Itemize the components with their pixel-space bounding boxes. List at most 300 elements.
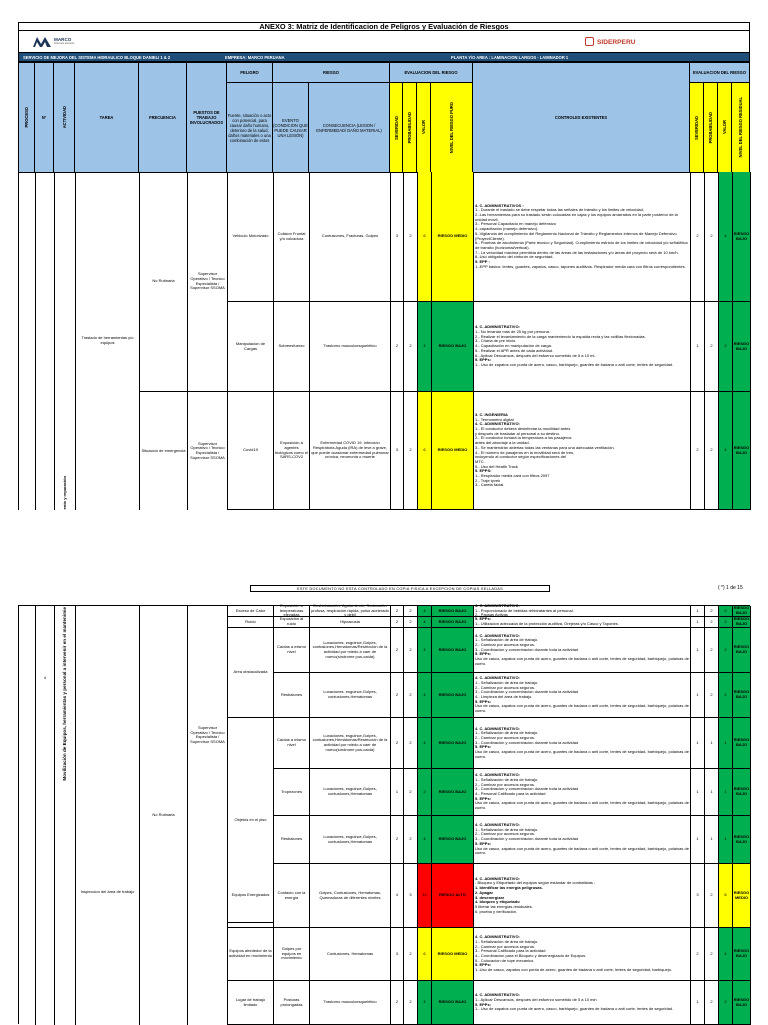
row-8-evento	[274, 864, 310, 928]
row-2-severidad-2-text: 1	[696, 343, 699, 349]
row-6-valor-2	[719, 769, 733, 816]
row-9-consecuencia	[310, 928, 391, 981]
row-8-evento-text: Contacto con la energía	[277, 889, 306, 900]
row-8-controles	[474, 864, 691, 928]
row-3-severidad	[391, 628, 404, 673]
row-1-nivel-puro	[432, 606, 474, 617]
row-10-nivel-residual	[733, 981, 751, 1025]
header-consecuencia: CONSECUENCIA (LESION / ENFERMEDAD/ DAÑO MATERIAL)	[316, 122, 382, 133]
row-10-controles	[474, 981, 691, 1025]
row-6-severidad-text: 1	[395, 788, 399, 794]
row-5-nivel-residual	[733, 718, 751, 769]
row-4-valor-text: 4	[423, 691, 426, 697]
row-2-probabilidad	[404, 617, 418, 628]
row-2-peligro-text: Ruido	[245, 618, 256, 624]
row-3-consecuencia-text: Enfermedad COVID 19, Infección Respiratoria Aguda (IRA) de leve a grave, que puede ocasionar enfermedad pulmonar crónica, neumonía o muerte	[311, 440, 389, 460]
row-3-probabilidad-2-text: 2	[710, 646, 713, 652]
row-1-probabilidad-2	[705, 606, 719, 617]
row-7-nivel-puro	[432, 816, 474, 864]
row-6-probabilidad	[404, 769, 418, 816]
row-2-valor-2	[719, 302, 733, 392]
row-5-probabilidad-text: 2	[409, 739, 412, 745]
frecuencia-2-text: No Rutinaria	[152, 812, 175, 818]
row-2-valor-text: 4	[423, 343, 426, 349]
row-3-valor-2	[719, 628, 733, 673]
row-4-nivel-residual-text: RIESGO BAJO	[733, 689, 750, 699]
row-3-valor-2-text: 2	[724, 646, 727, 652]
row-10-controles-text: 4. C. ADMINISTRATIVO: 1.- Aplicar Descansos, después del esfuerzo sometido de 5 a 10 min 5. EPPs: 1.- Uso de zapatos con punta de acero, casco, barbiquejo, guantes de badana o anti corte, lentes de seguridad.	[475, 992, 674, 1012]
row-1-nivel-residual-text: RIESGO BAJO	[733, 230, 750, 241]
row-2-consecuencia-text: Trastorno musculoesquelético	[323, 343, 377, 349]
row-10-valor-2	[719, 981, 733, 1025]
row-7-nivel-puro-text: RIESGO BAJO	[438, 836, 467, 842]
row-8-valor-2	[719, 864, 733, 928]
row-1-probabilidad-2-text: 2	[710, 233, 713, 239]
row-10-severidad-2-text: 1	[696, 999, 699, 1005]
header-controles: CONTROLES EXISTENTES	[554, 115, 608, 120]
row-6-evento	[274, 769, 310, 816]
row-8-severidad	[391, 864, 404, 928]
actividad-2-text: Movilización de Equipos, herramientas y personal a intervenir en el mantenimie	[61, 607, 67, 781]
row-1-evento-text: Exposición a temperaturas elevadas	[279, 602, 304, 618]
row-3-nivel-residual-text: RIESGO BAJO	[733, 644, 750, 654]
row-2-nivel-puro-text: RIESGO BAJO	[438, 618, 467, 624]
row-9-valor	[418, 928, 432, 981]
row-8-valor	[418, 864, 432, 928]
row-3-valor-text: 4	[423, 646, 426, 652]
row-number: 4	[43, 675, 47, 680]
siderperu-logo	[585, 37, 655, 47]
header-eval-group: EVALUACION DEL RIESGO	[404, 70, 458, 75]
row-6-probabilidad-2-text: 1	[710, 788, 713, 794]
row-1-severidad-2-text: 2	[696, 233, 699, 239]
header-valor-2: VALOR	[722, 120, 727, 135]
row-5-consecuencia-text: Luxaciones, esguince,Golpes, contusiones,Hematomas/Restricción de la actividad por miedo a caer de nuevo(síndrome pos-caída)	[312, 732, 388, 752]
puestos-cell-2	[188, 606, 228, 1025]
row-3-consecuencia	[310, 392, 391, 510]
frecuencia-a-text: No Rutinaria	[152, 278, 175, 284]
row-3-probabilidad-2	[705, 392, 719, 510]
row-5-probabilidad-2	[705, 718, 719, 769]
row-7-nivel-residual-text: RIESGO BAJO	[733, 833, 750, 844]
info-bar	[18, 52, 750, 62]
header-riesgo-group: RIESGO	[323, 70, 339, 75]
row-2-evento	[274, 617, 310, 628]
row-3-probabilidad	[404, 628, 418, 673]
row-9-valor-2-text: 4	[724, 950, 727, 956]
row-7-valor-2-text: 1	[724, 836, 727, 842]
row-3-probabilidad-2	[705, 628, 719, 673]
row-2-valor	[418, 302, 432, 392]
siderperu-wordmark: SIDERPERU	[597, 38, 636, 46]
row-5-valor-2	[719, 718, 733, 769]
row-6-controles	[474, 769, 691, 816]
row-6-nivel-residual-text: RIESGO BAJO	[733, 786, 750, 796]
row-5-consecuencia	[310, 718, 391, 769]
row-9-probabilidad-2-text: 2	[710, 950, 713, 956]
row-7-severidad-2-text: 1	[696, 836, 699, 842]
actividad-text: ento y reparación	[61, 475, 67, 509]
row-3-controles-text: 3. C. INGENIERIA 1.- Termometro digital 4. C. ADMINISTRATIVO: 1.- El conductor deberá desinfectar la movilidad antes y después de trasladar al personal a su destino. 2.- El conductor tomará la temperatura a los pasajeros antes del abordaje a la unidad. 3.- Se mantendrán abiertas todas las ventanas para una adecuada ventilación. 4.- El número de pasajeros en la movilidad será de tres, incluyendo al conductor según especificaciones del MTC. 5.- Uso del Health Track 5. EPPS: 1.- Respirador media cara con filtros 2097 2.- Traje tyvek 3.- Careta facial.	[475, 411, 615, 488]
tarea-text: Traslado de herramientas y/o equipos	[81, 335, 134, 345]
header-nivel-residual: NIVEL DEL RIESGO RESIDUAL	[738, 97, 743, 158]
row-2-controles-text: 5. EPPs: 1.- Utilizacion adecuada de la protección auditiva, Orejeras y/o Casco y Tapones.	[475, 616, 619, 626]
puestos-cell-b	[188, 392, 228, 510]
header-eval-group-2: EVALUACION DEL RIESGO	[692, 70, 747, 75]
row-4-controles-text: 4. C. ADMINISTRATIVO: 1.- Señalización de área de trabajo. 2.- Caminar por accesos seguros. 3.- Coordinacion y concentracion durante toda la actividad 4.- Limpieza del área de trabajo. 5. EPPs: Uso de casco, zapatos con punta de acero, guantes de badana o anti corte, lentes de seguridad, barbiquejo, polainas de cuero.	[475, 675, 689, 714]
row-6-probabilidad-text: 2	[409, 788, 412, 794]
row-4-probabilidad	[404, 673, 418, 718]
row-7-probabilidad	[404, 816, 418, 864]
row-9-severidad-2-text: 2	[696, 950, 699, 956]
row-7-consecuencia	[310, 816, 391, 864]
row-1-evento	[274, 172, 310, 302]
header-actividad: ACTIVIDAD	[61, 106, 67, 129]
row-1-probabilidad-2-text: 2	[710, 607, 713, 613]
header-probabilidad-2: PROBABILIDAD	[708, 111, 713, 144]
row-3-valor	[418, 392, 432, 510]
row-4-probabilidad-2	[705, 673, 719, 718]
row-3-controles-text: 4. C. ADMINISTRATIVO: 1.- Señalización de área de trabajo. 2.- Caminar por accesos seguros. 3.- Coordinacion y concentracion durante toda la actividad 5. EPPs: Uso de casco, zapatos con punta de acero, guantes de badana o anti corte, lentes de seguridad, barbiquejo, polainas de cuero.	[475, 632, 689, 666]
row-2-nivel-residual-text: RIESGO BAJO	[733, 616, 750, 626]
row-9-consecuencia-text: Contusiones, Hematomas	[326, 950, 374, 956]
row-6-valor	[418, 769, 432, 816]
row-3-severidad-text: 3	[395, 447, 399, 453]
puestos-cell-a	[188, 172, 228, 392]
row-8-controles-text: 4. C. ADMINISTRATIVO: - Bloqueo y Etiquetado del equipos según estándar de contratistas : 1. Identificar las energía peligrosas. 2. Apagar 3. desenergizar 4. bloqueo y etiquetado 5 liberar las energías residuales. 6. prueba y verificación.	[475, 875, 596, 914]
row-6-severidad-2	[691, 769, 705, 816]
row-8-probabilidad-text: 3	[409, 892, 412, 898]
row-1-probabilidad-text: 2	[409, 607, 412, 613]
row-3-evento-text: Exposición a agentes biológicos como el SARS-COV2	[275, 440, 308, 460]
row-3-probabilidad-text: 2	[409, 646, 412, 652]
row-7-probabilidad-text: 2	[409, 836, 412, 842]
row-1-controles-text: 4. C. ADMINISTRATIVOS : 1.- Durante el traslado se debe respetar todas las señales de tránsito y los limites de velocidad. 2.-Las herramientas para su traslado serán colocadas en cajas y los equipos amarrados en la parte posterior de la unidad móvil. 3.- Personal Capacitado en manejo defensivo 4.-capacitación (manejo defensivo). 5.-Vigilancia del cumplimiento del Reglamento Nacional de Tránsito y Reglamentos Internos de Manejo Defensivo (ProyectCliente). 6.- Pruebas de alcoholemia (Parte técnico y Seguridad). Cumplimiento estricto de los límites de velocidad y/o señalética de tránsito (horizontal/vertical). 7.- La velocidad máxima permitida dentro de las áreas de las instalaciones y/o áreas del proyecto será de 10 km/h. 8.-Uso obligatorio del cinturón de seguridad. 5. EPP : 1.-EPP básico: lentes, guantes, zapatos, casco, tapones auditivos. Respirador media cara con filtros correspondientes.	[475, 202, 688, 269]
row-1-peligro-text: Exceso de Calor	[235, 607, 266, 613]
row-9-severidad-text: 3	[395, 950, 399, 956]
row-10-probabilidad-text: 2	[409, 999, 412, 1005]
puestos-b-text: Supervisor Operativo / Tecnico Especialista / Supervisor SSOMA	[190, 440, 225, 460]
row-2-severidad-text: 2	[395, 618, 399, 624]
row-1-probabilidad-text: 2	[409, 233, 412, 239]
row-9-controles	[474, 928, 691, 981]
header-evento: EVENTO (CONDICION QUE PUEDE CAUSAR UNA LESIÓN)	[273, 117, 308, 138]
row-1-evento-text: Colision Frontal y/o volcadura	[277, 230, 306, 241]
row-10-evento	[274, 981, 310, 1025]
row-7-evento	[274, 816, 310, 864]
row-1-nivel-residual-text: RIESGO BAJO	[733, 605, 750, 615]
row-2-evento	[274, 302, 310, 392]
row-3-nivel-puro	[432, 392, 474, 510]
row-1-severidad	[391, 172, 404, 302]
empresa-label: EMPRESA: MARCO PERUANA	[225, 55, 285, 60]
frecuencia-cell-2	[140, 606, 188, 1025]
row-9-nivel-residual-text: RIESGO BAJO	[733, 948, 750, 958]
row-4-nivel-puro-text: RIESGO BAJO	[438, 691, 467, 697]
header-severidad-2: SEVERIDAD	[694, 115, 699, 140]
row-5-valor	[418, 718, 432, 769]
siderperu-badge-icon	[585, 37, 594, 46]
document-title: ANEXO 3: Matriz de Identificacion de Peligros y Evaluación de Riesgos	[18, 22, 750, 31]
row-9-severidad	[391, 928, 404, 981]
row-1-nivel-puro	[432, 172, 474, 302]
row-4-evento	[274, 673, 310, 718]
row-4-consecuencia	[310, 673, 391, 718]
row-7-controles	[474, 816, 691, 864]
row-1-severidad	[391, 606, 404, 617]
row-8-peligro	[228, 864, 274, 928]
row-3-valor	[418, 628, 432, 673]
row-3-severidad-text: 2	[395, 646, 399, 652]
row-2-nivel-puro	[432, 617, 474, 628]
row-9-controles-text: 4. C. ADMINISTRATIVO: 1.- Señalización de área de trabajo. 2.- Caminar por accesos seguros. 3.- Personal Calificado para la actividad 4.- Coordinacion para el Bloqueo y desenergizado de Equipos. 5.- Colocacion de tope mecanico. 5. EPPs: 1.-Uso de casco, zapatos con punta de acero, guantes de badana o anti corte, lentes de seguridad, barbiquejo.	[475, 934, 673, 973]
row-10-evento-text: Posturas prolongadas	[280, 996, 303, 1007]
row-2-valor	[418, 617, 432, 628]
row-3-nivel-puro-text: RIESGO MEDIO	[437, 447, 468, 453]
row-8-severidad-text: 4	[395, 892, 399, 898]
row-10-consecuencia-text: Trastorno musculoesquelético	[323, 999, 377, 1005]
row-7-valor-2	[719, 816, 733, 864]
row-5-severidad	[391, 718, 404, 769]
row-7-valor-text: 4	[423, 836, 426, 842]
row-8-consecuencia-text: Golpes, Contusiones, Hematomas, Quemaduras de diferentes niveles	[318, 889, 382, 900]
row-1-consecuencia-text: Contusiones, Fracturas, Golpes	[321, 233, 379, 239]
row-1-valor-2	[719, 606, 733, 617]
planta-label: PLANTA Y/O AREA : LAMINACION LARGOS - LAMINADOR 1	[451, 55, 569, 60]
row-2-evento-text: Sobreesfuerzo	[278, 343, 305, 349]
row-1-severidad-text: 2	[395, 607, 399, 613]
header-valor: VALOR	[421, 120, 426, 135]
row-6-severidad-2-text: 1	[696, 788, 699, 794]
row-2-valor-2-text: 2	[724, 343, 727, 349]
row-3-severidad-2-text: 1	[696, 646, 699, 652]
footer-page-number: ( *) 1 de 15	[718, 585, 743, 591]
row-2-probabilidad-text: 2	[409, 618, 412, 624]
row-10-severidad-2	[691, 981, 705, 1025]
marco-logo	[33, 36, 97, 48]
row-1-valor-2-text: 4	[724, 233, 727, 239]
row-5-nivel-puro-text: RIESGO BAJO	[438, 739, 467, 745]
row-9-nivel-residual	[733, 928, 751, 981]
row-10-consecuencia	[310, 981, 391, 1025]
row-1-peligro-text: Vehiculo Motorizado	[232, 233, 269, 239]
row-10-severidad	[391, 981, 404, 1025]
row-8-probabilidad-2-text: 2	[710, 892, 713, 898]
n-cell-2	[36, 606, 55, 1025]
row-5-nivel-puro	[432, 718, 474, 769]
row-5-probabilidad	[404, 718, 418, 769]
proceso-cell	[19, 172, 36, 510]
actividad-cell-2	[55, 606, 76, 1025]
row-5-probabilidad-2-text: 1	[710, 739, 713, 745]
servicio-label: SERVICIO DE MEJORA DEL SISTEMA HIDRAULICO BLOQUE DANIELI 1 & 2	[23, 55, 171, 60]
row-8-probabilidad-2	[705, 864, 719, 928]
row-8-nivel-residual	[733, 864, 751, 928]
row-4-probabilidad-text: 2	[409, 691, 412, 697]
row-2-controles	[474, 617, 691, 628]
row-3-valor-2	[719, 392, 733, 510]
row-7-controles-text: 4. C. ADMINISTRATIVO: 1.- Señalización de área de trabajo. 2.- Caminar por accesos seguros. 3.- Coordinacion y concentracion durante toda la actividad 5. EPPs: Uso de casco, zapatos con punta de acero, guantes de badana o anti corte, lentes de seguridad, barbiquejo, polainas de cuero.	[475, 822, 689, 856]
row-2-nivel-puro-text: RIESGO BAJO	[438, 343, 467, 349]
row-5-controles	[474, 718, 691, 769]
row-3-evento-text: Caídas a mismo nivel	[277, 644, 306, 654]
frecuencia-cell-a	[140, 172, 188, 392]
header-tarea: TAREA	[99, 115, 114, 120]
row-1-probabilidad	[404, 606, 418, 617]
row-1-severidad-2	[691, 606, 705, 617]
row-6-nivel-residual	[733, 769, 751, 816]
matrix-body-1	[18, 172, 750, 510]
row-3-probabilidad-2-text: 2	[710, 447, 713, 453]
row-1-consecuencia	[310, 172, 391, 302]
row-2-severidad-text: 2	[395, 343, 399, 349]
row-3-probabilidad	[404, 392, 418, 510]
row-10-probabilidad	[404, 981, 418, 1025]
row-3-nivel-residual-text: RIESGO BAJO	[733, 444, 750, 455]
row-5-valor-2-text: 1	[724, 739, 727, 745]
row-8-peligro-text: Equipos Energizados	[231, 892, 270, 898]
table-header	[18, 62, 750, 172]
row-3-severidad-2-text: 2	[696, 447, 699, 453]
row-1-valor-text: 6	[423, 233, 426, 239]
row-2-severidad-2	[691, 302, 705, 392]
row-5-controles-text: 4. C. ADMINISTRATIVO: 1.- Señalización de área de trabajo. 2.- Caminar por accesos seguros. 3.- Coordinacion y concentracion durante toda la actividad 5. EPPs: Uso de casco, zapatos con punta de acero, guantes de badana o anti corte, lentes de seguridad, barbiquejo, polainas de cuero.	[475, 725, 689, 759]
row-2-probabilidad-2	[705, 302, 719, 392]
row-9-probabilidad-text: 2	[409, 950, 412, 956]
row-4-severidad-2-text: 1	[696, 691, 699, 697]
row-9-valor-text: 6	[423, 950, 426, 956]
row-3-severidad	[391, 392, 404, 510]
row-8-severidad-2	[691, 864, 705, 928]
row-6-evento-text: Tropezones	[281, 788, 302, 794]
row-6-consecuencia-text: Luxaciones, esguince,Golpes, contusiones,Hematomas	[323, 786, 377, 796]
row-1-controles	[474, 172, 691, 302]
row-3-nivel-residual	[733, 628, 751, 673]
row-6-severidad	[391, 769, 404, 816]
row-7-probabilidad-2-text: 1	[710, 836, 713, 842]
row-10-valor	[418, 981, 432, 1025]
header-peligro-group: PELIGRO	[240, 70, 259, 75]
row-4-controles	[474, 673, 691, 718]
row-9-evento	[274, 928, 310, 981]
header-proceso: PROCESO	[24, 107, 29, 128]
row-7-severidad-text: 2	[395, 836, 399, 842]
row-1-probabilidad	[404, 172, 418, 302]
row-1-severidad-text: 3	[395, 233, 399, 239]
row-3-nivel-puro	[432, 628, 474, 673]
row-4-probabilidad-2-text: 2	[710, 691, 713, 697]
row-2-valor-text: 4	[423, 618, 426, 624]
row-3-nivel-puro-text: RIESGO BAJO	[438, 646, 467, 652]
row-3-peligro-text: Covid19	[243, 447, 258, 453]
row-4-severidad-text: 2	[395, 691, 399, 697]
row-2-severidad	[391, 302, 404, 392]
row-3-valor-2-text: 4	[724, 447, 727, 453]
row-2-peligro	[228, 617, 274, 628]
row-3-evento	[274, 392, 310, 510]
row-2-probabilidad-2-text: 2	[710, 618, 713, 624]
row-7-severidad	[391, 816, 404, 864]
header-n: N°	[41, 115, 47, 120]
tarea-cell-2	[76, 606, 140, 1025]
row-10-valor-2-text: 2	[724, 999, 727, 1005]
row-2-peligro-text: Manipulacion de Cargas	[235, 340, 266, 351]
row-1-valor	[418, 606, 432, 617]
row-2-peligro	[228, 302, 274, 392]
row-3-consecuencia-text: Luxaciones, esguince,Golpes, contusiones,Hematomas/Restricción de la actividad por miedo a caer de nuevo(síndrome pos-caída)	[312, 639, 388, 659]
row-5-nivel-residual-text: RIESGO BAJO	[733, 737, 750, 747]
header-frecuencia: FRECUENCIA	[149, 115, 176, 120]
marco-wordmark: MARCO	[54, 37, 72, 42]
row-8-severidad-2-text: 3	[696, 892, 699, 898]
row-9-peligro	[228, 928, 274, 981]
actividad-cell	[55, 172, 76, 510]
row-3-severidad-2	[691, 628, 705, 673]
header-peligro: Fuente, situación o acto con potencial, para causar daño humano, deterioro de la salud, daños materiales o una combinación de estos	[227, 112, 272, 143]
row-6-nivel-puro-text: RIESGO BAJO	[438, 788, 467, 794]
row-1-nivel-residual	[733, 172, 751, 302]
row-8-valor-2-text: 6	[724, 892, 727, 898]
row-2-nivel-residual-text: RIESGO BAJO	[733, 340, 750, 351]
row-8-consecuencia	[310, 864, 391, 928]
row-2-severidad	[391, 617, 404, 628]
row-9-nivel-puro	[432, 928, 474, 981]
row-10-probabilidad-2-text: 2	[710, 999, 713, 1005]
row-5-severidad-text: 2	[395, 739, 399, 745]
proceso-cell-2	[19, 606, 36, 1025]
row-4-evento-text: Resbalones	[280, 691, 303, 697]
row-4-nivel-residual	[733, 673, 751, 718]
row-10-nivel-puro	[432, 981, 474, 1025]
tarea-cell	[76, 172, 140, 510]
row-3-valor-text: 6	[423, 447, 426, 453]
row-1-valor-2	[719, 172, 733, 302]
row-1-valor	[418, 172, 432, 302]
n-cell	[36, 172, 55, 510]
row-8-nivel-residual-text: RIESGO MEDIO	[733, 889, 750, 900]
row-1-valor-2-text: 2	[724, 607, 727, 613]
row-3-evento	[274, 628, 310, 673]
row-7-valor	[418, 816, 432, 864]
row-1-nivel-puro-text: RIESGO MEDIO	[437, 233, 468, 239]
row-9-severidad-2	[691, 928, 705, 981]
row-1-peligro	[228, 606, 274, 617]
row-5-severidad-2-text: 1	[696, 739, 699, 745]
row-2-valor-2	[719, 617, 733, 628]
row-7-consecuencia-text: Luxaciones, esguince,Golpes, contusiones,Hematomas	[323, 833, 377, 844]
row-2-nivel-residual	[733, 617, 751, 628]
row-2-probabilidad	[404, 302, 418, 392]
row-3-peligro	[228, 392, 274, 510]
row-6-controles-text: 4. C. ADMINISTRATIVO: 1.- Señalización de área de trabajo. 2.- Caminar por accesos seguros. 3.- Coordinacion y concentracion durante toda la actividad 4.- Personal Calificado para la actividad 5. EPPs: Uso de casco, zapatos con punta de acero, guantes de badana o anti corte, lentes de seguridad, barbiquejo, polainas de cuero.	[475, 772, 689, 811]
matrix-page-2	[18, 602, 750, 1024]
row-2-consecuencia-text: Hipoacusia	[340, 618, 360, 624]
row-2-valor-2-text: 2	[724, 618, 727, 624]
matrix-page-1	[18, 22, 750, 591]
row-4-severidad	[391, 673, 404, 718]
row-6-probabilidad-2	[705, 769, 719, 816]
header-severidad: SEVERIDAD	[393, 115, 399, 140]
row-1-severidad-2-text: 1	[696, 607, 699, 613]
row-4-nivel-puro	[432, 673, 474, 718]
row-9-evento-text: Golpes por equipos en movimiento	[281, 945, 302, 961]
row-1-nivel-puro-text: RIESGO BAJO	[438, 607, 467, 613]
row-1-severidad-2	[691, 172, 705, 302]
header-puestos: PUESTOS DE TRABAJO INVOLUCRADOS	[189, 110, 224, 125]
row-2-controles	[474, 302, 691, 392]
row-2-consecuencia	[310, 302, 391, 392]
row-4-consecuencia-text: Luxaciones, esguince,Golpes, contusiones,Hematomas	[323, 689, 377, 699]
